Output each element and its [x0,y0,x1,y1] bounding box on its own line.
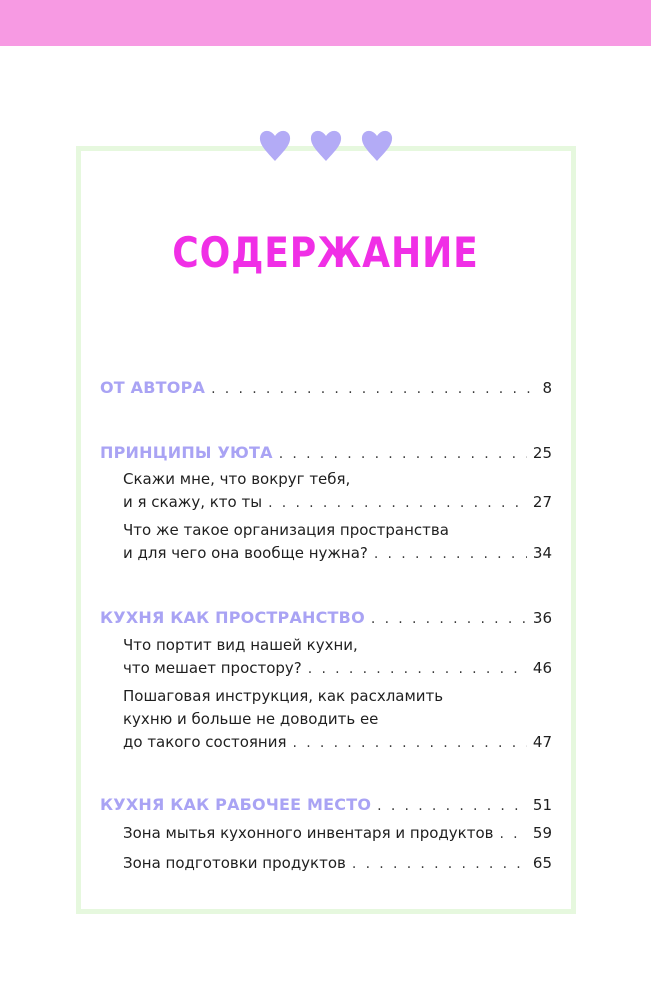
toc-entry-washing-zone[interactable] [123,824,552,842]
toc-leader-dots [211,381,536,397]
toc-section-label: КУХНЯ КАК ПРОСТРАНСТВО [100,608,365,627]
toc-section-label: ПРИНЦИПЫ УЮТА [100,443,273,462]
toc-section-comfort-principles[interactable] [100,443,552,462]
toc-leader-dots [279,446,527,462]
toc-entry-line: Скажи мне, что вокруг тебя, [123,470,351,488]
toc-section-label: ОТ АВТОРА [100,378,206,397]
toc-entry-label: что мешает простору? [123,659,302,677]
toc-entry-line: кухню и больше не доводить ее [123,710,379,728]
toc-entry-declutter-guide[interactable] [123,733,552,751]
toc-page-number: 65 [532,854,552,872]
toc-entry-label: Зона подготовки продуктов [123,854,346,872]
toc-leader-dots [374,546,527,562]
toc-entry-kitchen-view[interactable] [123,659,552,677]
toc-leader-dots [308,661,527,677]
toc-page-number: 8 [542,379,552,397]
toc-page-number: 36 [532,609,552,627]
toc-entry-line: Что портит вид нашей кухни, [123,636,358,654]
toc-page-number: 46 [532,659,552,677]
toc-leader-dots [352,856,527,872]
toc-entry-tell-me[interactable] [123,493,552,511]
toc-page-number: 51 [532,796,552,814]
toc-leader-dots [371,611,527,627]
toc-page-number: 34 [532,544,552,562]
toc-entry-space-organization[interactable] [123,544,552,562]
toc-page-number: 47 [532,733,552,751]
toc-leader-dots [499,826,526,842]
toc-leader-dots [268,495,527,511]
toc-section-kitchen-workplace[interactable] [100,795,552,814]
toc-entry-label: и для чего она вообще нужна? [123,544,368,562]
toc-entry-line: Пошаговая инструкция, как расхламить [123,687,444,705]
toc-page-number: 59 [532,824,552,842]
toc-entry-label: и я скажу, кто ты [123,493,263,511]
toc-leader-dots [293,735,527,751]
toc-entry-preparation-zone[interactable] [123,854,552,872]
toc-page-number: 25 [532,444,552,462]
toc-entry-line: Что же такое организация пространства [123,521,449,539]
toc-entry-label: до такого состояния [123,733,287,751]
toc-entry-label: Зона мытья кухонного инвентаря и продуктов [123,824,494,842]
page-title: СОДЕРЖАНИЕ [172,228,479,277]
toc-leader-dots [377,798,527,814]
toc-section-kitchen-space[interactable] [100,608,552,627]
toc-page-number: 27 [532,493,552,511]
toc-section-label: КУХНЯ КАК РАБОЧЕЕ МЕСТО [100,795,372,814]
toc-section-from-author[interactable] [100,378,552,397]
